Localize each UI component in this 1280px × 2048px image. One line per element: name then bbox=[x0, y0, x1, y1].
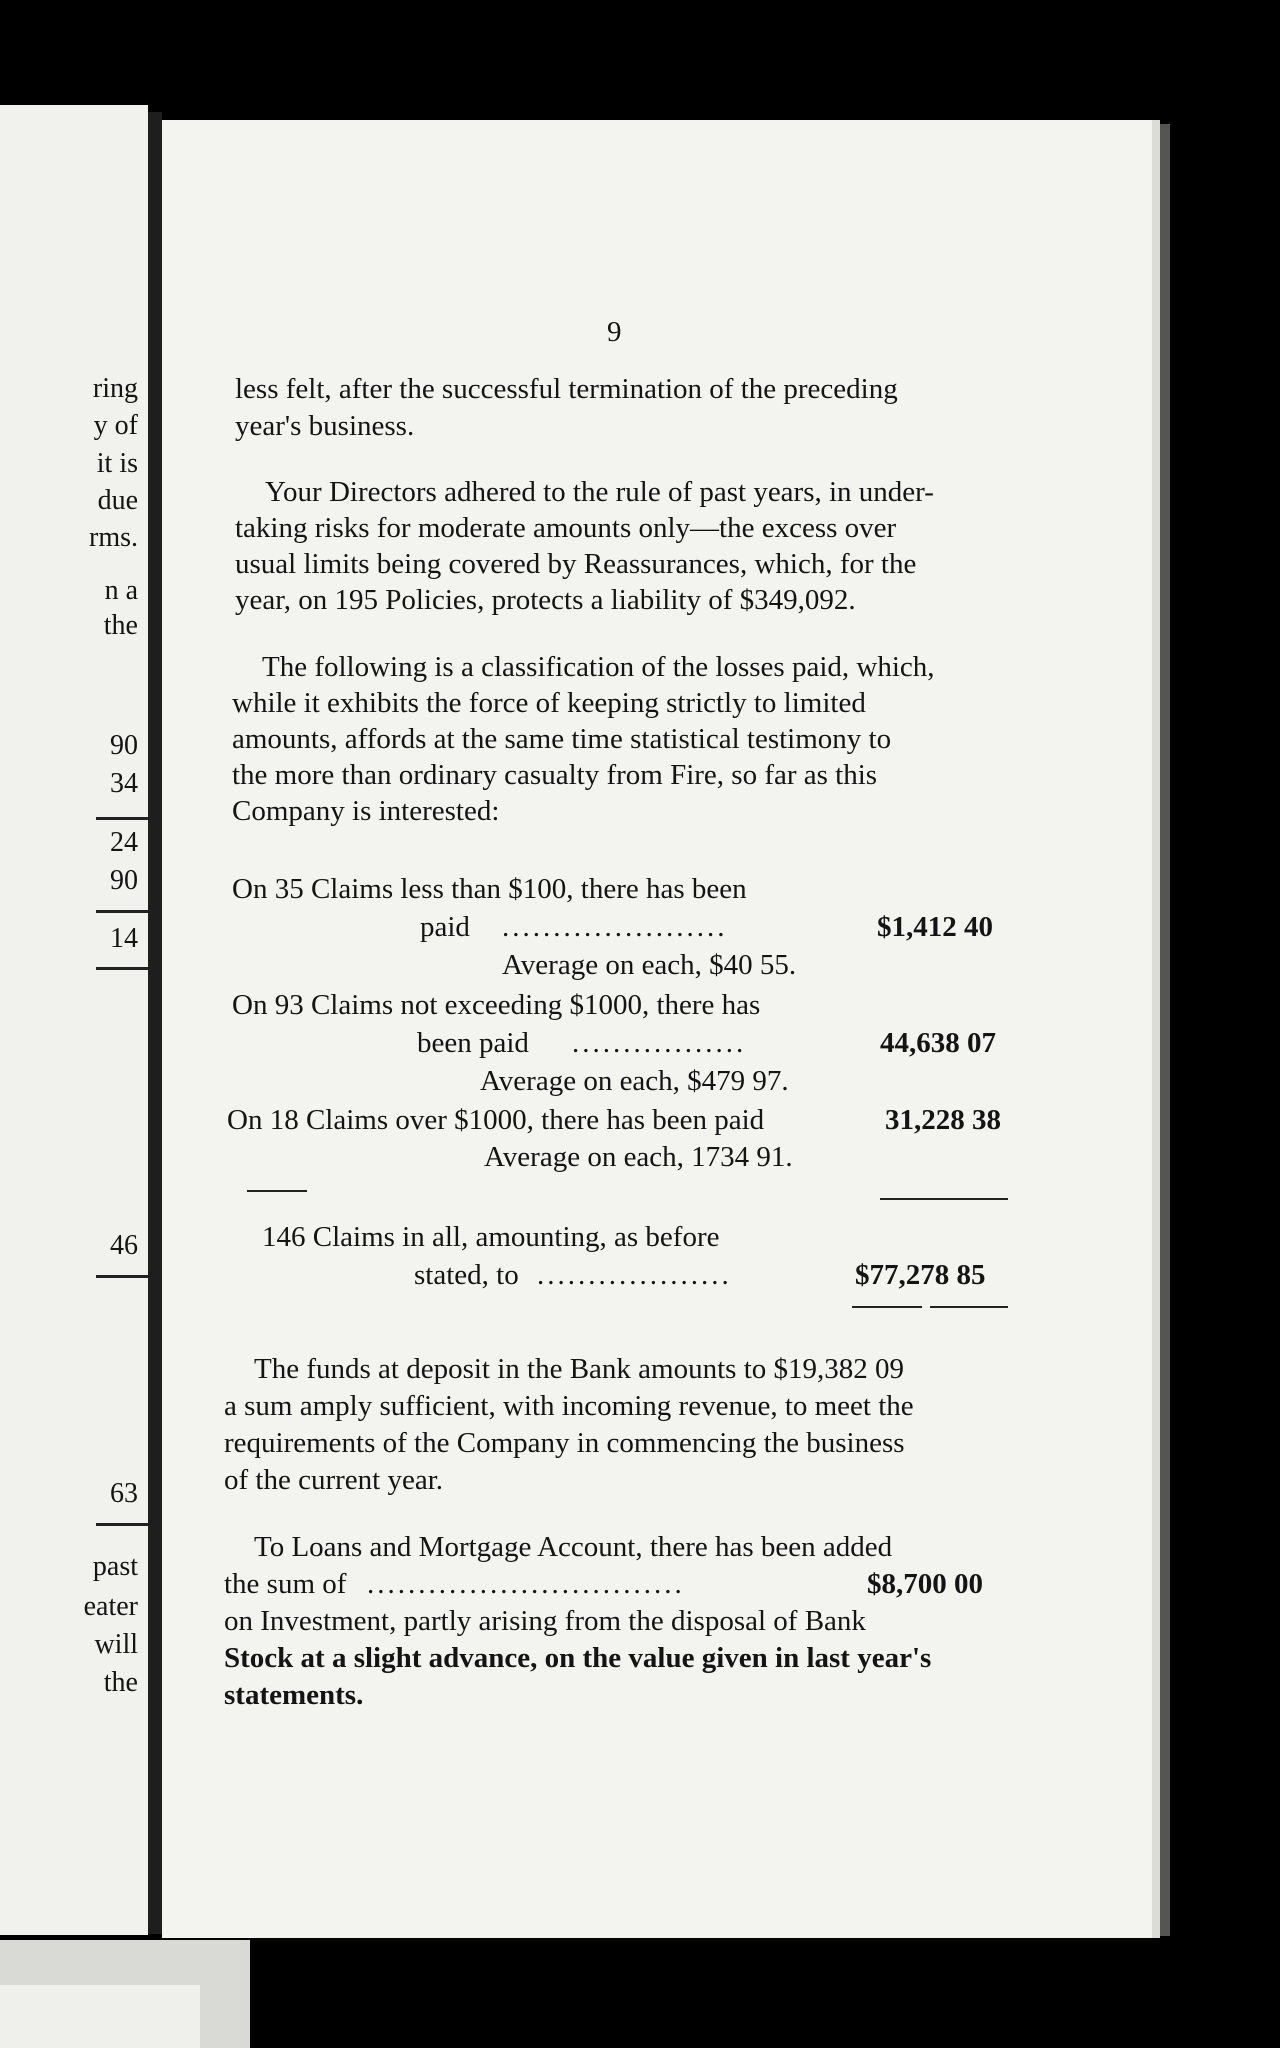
left-fragment: 24 bbox=[110, 827, 138, 858]
text-line: while it exhibits the force of keeping strictly to limited bbox=[232, 687, 866, 719]
left-fragment: 90 bbox=[110, 730, 138, 761]
rule bbox=[930, 1306, 1008, 1308]
claim-row-line: On 18 Claims over $1000, there has been paid bbox=[227, 1104, 765, 1136]
main-page bbox=[162, 120, 1160, 1938]
left-fragment: ring bbox=[92, 373, 138, 404]
left-adjoining-page bbox=[0, 105, 148, 1935]
total-line: stated, to bbox=[414, 1259, 519, 1291]
left-fragment: 63 bbox=[110, 1478, 138, 1509]
claim-amount: 44,638 07 bbox=[880, 1027, 996, 1059]
left-fragment: the bbox=[103, 1667, 138, 1698]
leader-dots: ............................... bbox=[367, 1568, 685, 1600]
left-fragment: the bbox=[103, 610, 138, 641]
left-fragment: due bbox=[97, 485, 138, 516]
text-line: year, on 195 Policies, protects a liability of $349,092. bbox=[235, 584, 856, 616]
left-fragment: eater bbox=[83, 1591, 138, 1622]
claim-average: Average on each, 1734 91. bbox=[484, 1141, 793, 1173]
text-line: usual limits being covered by Reassurances, which, for the bbox=[235, 548, 917, 580]
leader-dots: ...................... bbox=[502, 911, 728, 943]
text-line: The funds at deposit in the Bank amounts to $19,382 09 bbox=[254, 1353, 905, 1385]
text-line: the sum of bbox=[224, 1568, 347, 1600]
text-line: Stock at a slight advance, on the value given in last year's bbox=[224, 1642, 932, 1674]
claim-average: Average on each, $479 97. bbox=[480, 1065, 789, 1097]
text-line: requirements of the Company in commencing the business bbox=[224, 1427, 905, 1459]
claim-row-line: been paid bbox=[417, 1027, 529, 1059]
text-line: year's business. bbox=[235, 410, 415, 442]
page-number: 9 bbox=[607, 316, 622, 348]
text-line: on Investment, partly arising from the disposal of Bank bbox=[224, 1605, 866, 1637]
claim-row-line: On 93 Claims not exceeding $1000, there has bbox=[232, 989, 761, 1021]
total-amount: $77,278 85 bbox=[855, 1259, 986, 1291]
claim-row-line: paid bbox=[420, 911, 470, 943]
text-line: less felt, after the successful termination of the preceding bbox=[235, 373, 898, 405]
text-line: of the current year. bbox=[224, 1464, 444, 1496]
left-fragment: it is bbox=[96, 448, 138, 479]
left-fragment: y of bbox=[93, 410, 138, 441]
left-fragment: 90 bbox=[110, 865, 138, 896]
text-line: To Loans and Mortgage Account, there has been added bbox=[254, 1531, 893, 1563]
left-fragment: 14 bbox=[110, 923, 138, 954]
claim-average: Average on each, $40 55. bbox=[502, 949, 797, 981]
claim-amount: 31,228 38 bbox=[885, 1104, 1001, 1136]
text-line: statements. bbox=[224, 1679, 364, 1711]
text-line: The following is a classification of the losses paid, which, bbox=[262, 651, 935, 683]
rule bbox=[880, 1198, 1008, 1200]
rule bbox=[247, 1190, 307, 1192]
book-gutter bbox=[148, 112, 162, 1934]
total-line: 146 Claims in all, amounting, as before bbox=[262, 1221, 720, 1253]
loan-amount: $8,700 00 bbox=[867, 1568, 983, 1600]
page-stack-edge bbox=[0, 1985, 200, 2048]
claim-row-line: On 35 Claims less than $100, there has been bbox=[232, 873, 747, 905]
rule bbox=[852, 1306, 922, 1308]
text-line: amounts, affords at the same time statistical testimony to bbox=[232, 723, 892, 755]
left-fragment: n a bbox=[104, 575, 138, 606]
text-line: the more than ordinary casualty from Fire, so far as this bbox=[232, 759, 878, 791]
left-fragment: rms. bbox=[89, 522, 138, 553]
claim-amount: $1,412 40 bbox=[877, 911, 993, 943]
leader-dots: ................... bbox=[537, 1259, 732, 1291]
leader-dots: ................. bbox=[572, 1027, 747, 1059]
text-line: Company is interested: bbox=[232, 795, 500, 827]
left-fragment: 34 bbox=[110, 768, 138, 799]
text-line: Your Directors adhered to the rule of past years, in under- bbox=[265, 476, 934, 508]
left-fragment: will bbox=[94, 1629, 138, 1660]
text-line: taking risks for moderate amounts only—the excess over bbox=[235, 512, 897, 544]
page-edge bbox=[1160, 124, 1170, 1936]
left-fragment: past bbox=[92, 1551, 138, 1582]
left-fragment: 46 bbox=[110, 1230, 138, 1261]
text-line: a sum amply sufficient, with incoming revenue, to meet the bbox=[224, 1390, 914, 1422]
